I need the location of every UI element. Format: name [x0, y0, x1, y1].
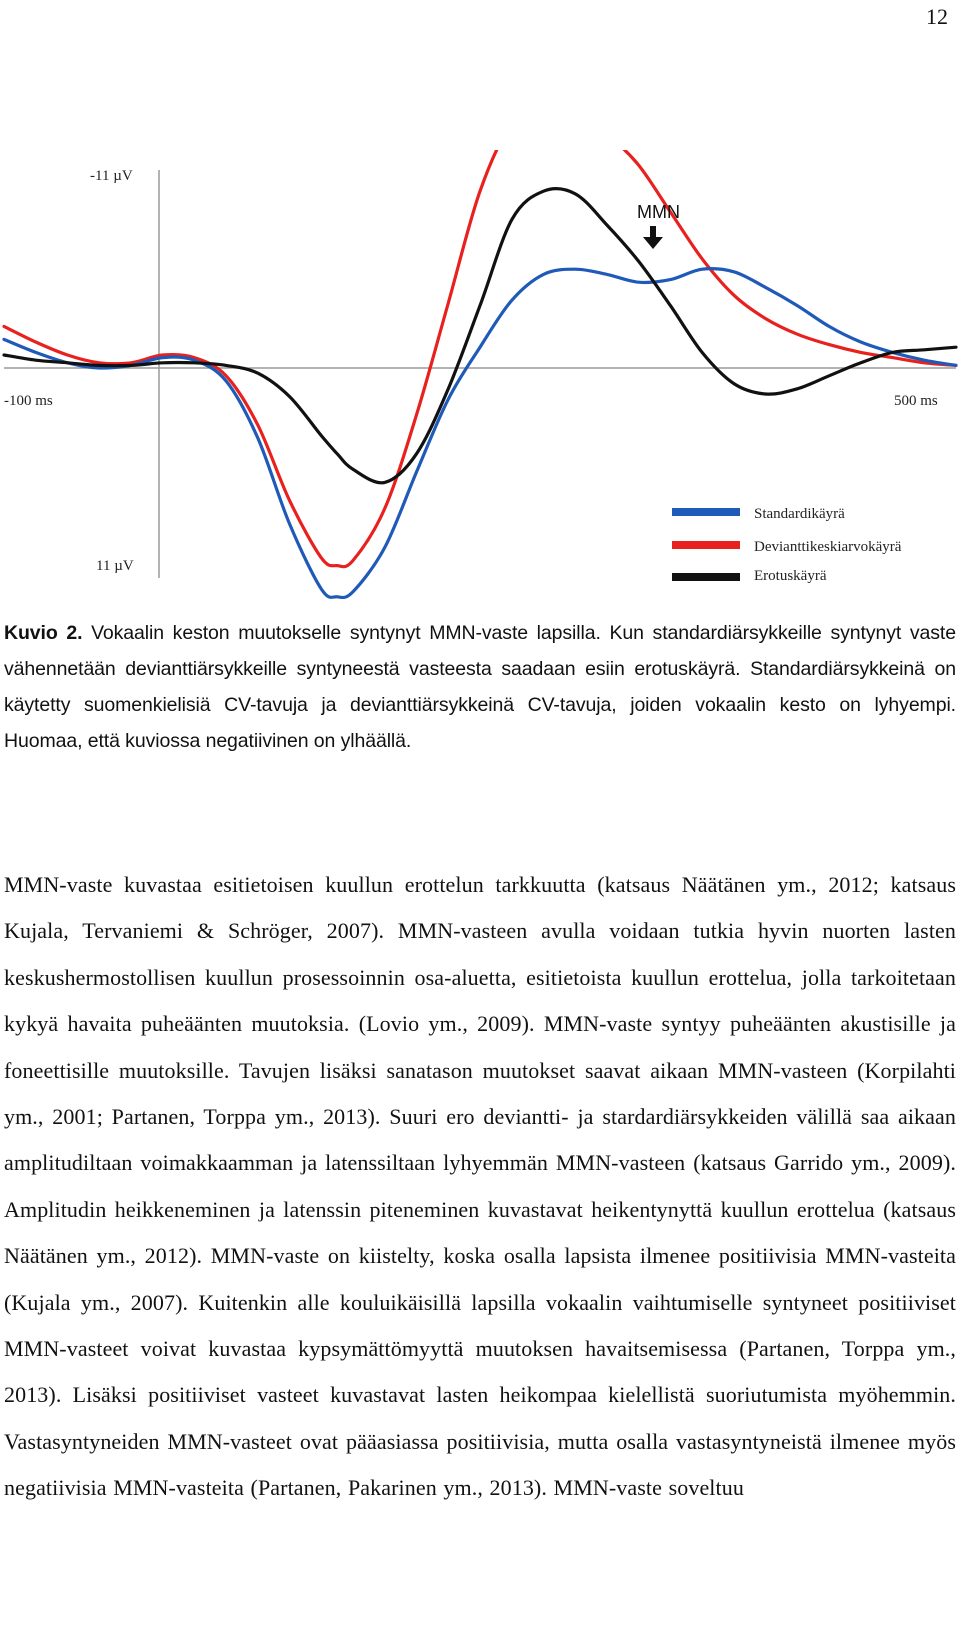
legend-label-deviant: Devianttikeskiarvokäyrä — [754, 539, 902, 555]
body-paragraph: MMN-vaste kuvastaa esitietoisen kuullun erottelun tarkkuutta (katsaus Näätänen ym., 2012; katsaus Kujala, Tervaniemi & Schröger, 2007). MMN-vasteen avulla voidaan tutkia hyvin nuorten lasten keskushermostollisen kuullun prosessoinnin osa-aluetta, esitietoista kuullun erottelua, jolla tarkoitetaan kykyä havaita puheäänten muutoksia. (Lovio ym., 2009). MMN-vaste syntyy puheäänten akustisille ja foneettisille muutoksille. Tavujen lisäksi sanatason muutokset saavat aikaan MMN-vasteen (Korpilahti ym., 2001; Partanen, Torppa ym., 2013). Suuri ero deviantti- ja stardardiärsykkeiden välillä saa aikaan amplitudiltaan voimakkaamman ja latenssiltaan lyhyemmän MMN-vasteen (katsaus Garrido ym., 2009). Amplitudin heikkeneminen ja latenssin piteneminen kuvastavat heikentynyttä kuullun erottelua (katsaus Näätänen ym., 2012). MMN-vaste on kiistelty, koska osalla lapsista ilmenee positiivisia MMN-vasteita (Kujala ym., 2007). Kuitenkin alle kouluikäisillä lapsilla vokaalin vaihtumiselle syntyneet positiiviset MMN-vasteet voivat kuvastaa kypsymättömyyttä muutoksen havaitsemisessa (Partanen, Torppa ym., 2013). Lisäksi positiiviset vasteet kuvastavat lasten heikompaa kielellistä suoriutumista myöhemmin. Vastasyntyneiden MMN-vasteet ovat pääasiassa positiivisia, mutta osalla vastasyntyneistä ilmenee myös negatiivisia MMN-vasteita (Partanen, Pakarinen ym., 2013). MMN-vaste soveltuu — [4, 872, 956, 1501]
caption-text: Vokaalin keston muutokselle syntynyt MMN-vaste lapsilla. Kun standardiärsykkeille syntynyt vaste vähennetään devianttiärsykkeille syntyneestä vasteesta saadaan esiin erotuskäyrä. Standardiärsykkeinä on käytetty suomenkielisiä CV-tavuja ja devianttiärsykkeinä CV-tavuja, joiden vokaalin kesto on lyhyempi. Huomaa, että kuviossa negatiivinen on ylhäällä. — [4, 622, 956, 752]
series-line-difference — [4, 189, 956, 483]
page-number: 12 — [926, 4, 948, 29]
legend-swatch-difference — [672, 573, 740, 581]
legend-swatch-deviant — [672, 541, 740, 549]
y-axis-bottom-label: 11 µV — [96, 558, 134, 574]
mmn-arrow-icon — [643, 226, 663, 249]
erp-chart — [0, 150, 960, 620]
x-axis-right-label: 500 ms — [894, 393, 938, 409]
y-axis-top-label: -11 µV — [90, 168, 133, 184]
legend-label-difference: Erotuskäyrä — [754, 568, 827, 584]
legend-swatch-standard — [672, 508, 740, 516]
erp-figure — [0, 150, 960, 620]
mmn-annotation-label: MMN — [637, 202, 680, 222]
caption-label: Kuvio 2. — [4, 622, 83, 644]
legend-label-standard: Standardikäyrä — [754, 506, 845, 522]
figure-caption — [4, 615, 956, 759]
legend — [672, 506, 902, 584]
series-line-deviant — [4, 150, 956, 567]
x-axis-left-label: -100 ms — [4, 393, 53, 409]
